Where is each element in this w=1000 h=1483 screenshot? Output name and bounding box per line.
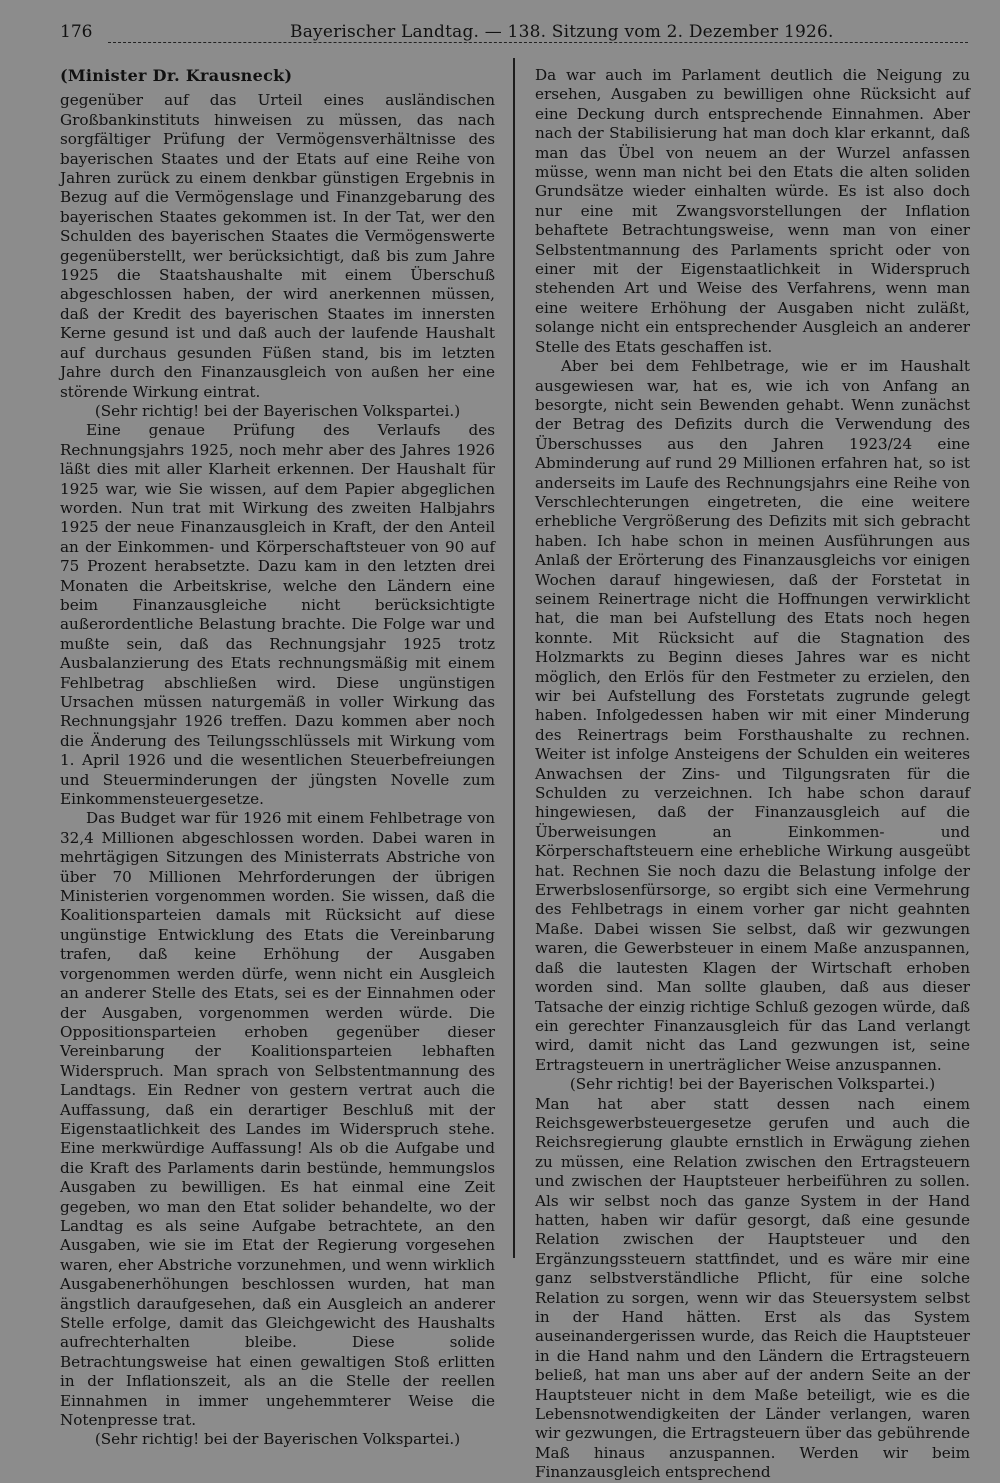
paragraph: Eine genaue Prüfung des Verlaufs des Rechnungsjahrs 1925, noch mehr aber des Jahres 1926 läßt dies mit aller Klarheit erkennen. Der Haushalt für 1925 war, wie Sie wissen, auf dem Papier abgeglichen worden. Nun trat mit Wirkung des zweiten Halbjahrs 1925 der neue Finanzausgleich in Kraft, der den Anteil an der Einkommen- und Körperschaftsteuer von 90 auf 75 Prozent herabsetzte. Dazu kam in den letzten drei Monaten die Arbeitskrise, welche den Ländern eine beim Finanzausgleiche nicht berücksichtigte außerordentliche Belastung brachte. Die Folge war und mußte sein, daß das Rechnungsjahr 1925 trotz Ausbalanzierung des Etats rechnungsmäßig mit einem Fehlbetrag abschließen wird. Diese ungünstigen Ursachen müssen naturgemäß in voller Wirkung das Rechnungsjahr 1926 treffen. Dazu kommen aber noch die Änderung des Teilungsschlüssels mit Wirkung vom 1. April 1926 und die wesentlichen Steuerbefreiungen und Steuerminderungen der jüngsten Novelle zum Einkommensteuergesetze.: [60, 421, 495, 809]
interjection: (Sehr richtig! bei der Bayerischen Volkspartei.): [94, 401, 461, 420]
column-divider: [513, 58, 515, 1258]
paragraph: Man hat aber statt dessen nach einem Reichsgewerbsteuergesetze gerufen und auch die Reichsregierung glaubte ernstlich in Erwägung ziehen zu müssen, eine Relation zwischen den Ertragsteuern und zwischen der Hauptsteuer herbeiführen zu sollen. Als wir selbst noch das ganze System in der Hand hatten, haben wir dafür gesorgt, daß eine gesunde Relation zwischen der Hauptsteuer und den Ergänzungssteuern stattfindet, und es wäre mir eine ganz selbstverständliche Pflicht, für eine solche Relation zu sorgen, wenn wir das Steuersystem selbst in der Hand hätten. Erst als das System auseinandergerissen wurde, das Reich die Hauptsteuer in die Hand nahm und den Ländern die Ertragsteuern beließ, hat man uns aber auf der andern Seite an der Hauptsteuer nicht in dem Maße beteiligt, wie es die Lebensnotwendigkeiten der Länder verlangen, waren wir gezwungen, die Ertragsteuern über das gebührende Maß hinaus anzuspannen. Werden wir beim Finanzausgleich entsprechend: [535, 1094, 970, 1482]
header-rule: [108, 42, 968, 43]
left-column: [60, 62, 495, 1450]
paragraph: Aber bei dem Fehlbetrage, wie er im Haushalt ausgewiesen war, hat es, wie ich von Anfang an besorgte, nicht sein Bewenden gehabt. Wenn zunächst der Betrag des Defizits durch die Verwendung des Überschusses aus den Jahren 1923/24 eine Abminderung auf rund 29 Millionen erfahren hat, so ist anderseits im Laufe des Rechnungsjahrs eine Reihe von Verschlechterungen eingetreten, die eine weitere erhebliche Vergrößerung des Defizits mit sich gebracht haben. Ich habe schon in meinen Ausführungen aus Anlaß der Erörterung des Finanzausgleichs vor einigen Wochen darauf hingewiesen, daß der Forstetat in seinem Reinertrage nicht die Hoffnungen verwirklicht hat, die man bei Aufstellung des Etats noch hegen konnte. Mit Rücksicht auf die Stagnation des Holzmarkts zu Beginn dieses Jahres war es nicht möglich, den Erlös für den Festmeter zu erzielen, den wir bei Aufstellung des Forstetats zugrunde gelegt haben. Infolgedessen haben wir mit einer Minderung des Reinertrags beim Forsthaushalte zu rechnen. Weiter ist infolge Ansteigens der Schulden ein weiteres Anwachsen der Zins- und Tilgungsraten für die Schulden zu verzeichnen. Ich habe schon darauf hingewiesen, daß der Finanzausgleich auf die Überweisungen an Einkommen- und Körperschaftsteuern eine erhebliche Wirkung ausgeübt hat. Rechnen Sie noch dazu die Belastung infolge der Erwerbslosenfürsorge, so ergibt sich eine Vermehrung des Fehlbetrags in einem vorher gar nicht geahnten Maße. Dabei wissen Sie selbst, daß wir gezwungen waren, die Gewerbsteuer in einem Maße anzuspannen, daß die lautesten Klagen der Wirtschaft erhoben worden sind. Man sollte glauben, daß aus dieser Tatsache der einzig richtige Schluß gezogen würde, daß ein gerechter Finanzausgleich für das Land verlangt wird, damit nicht das Land gezwungen ist, seine Ertragsteuern in unerträglicher Weise anzuspannen.: [535, 357, 970, 1074]
right-column: [535, 66, 970, 1483]
paragraph: gegenüber auf das Urteil eines ausländischen Großbankinstituts hinweisen zu müssen, das nach sorgfältiger Prüfung der Vermögensverhältnisse des bayerischen Staates und der Etats auf eine Reihe von Jahren zurück zu einem denkbar günstigen Ergebnis in Bezug auf die Vermögenslage und Finanzgebarung des bayerischen Staates gekommen ist. In der Tat, wer den Schulden des bayerischen Staates die Vermögenswerte gegenüberstellt, wer berücksichtigt, daß bis zum Jahre 1925 die Staatshaushalte mit einem Überschuß abgeschlossen haben, der wird anerkennen müssen, daß der Kredit des bayerischen Staates im innersten Kerne gesund ist und daß auch der laufende Haushalt auf durchaus gesunden Füßen stand, bis im letzten Jahre durch den Finanzausgleich von außen her eine störende Wirkung eintrat.: [60, 91, 495, 401]
running-title: Bayerischer Landtag. — 138. Sitzung vom 2. Dezember 1926.: [290, 22, 834, 42]
page-header: [58, 18, 968, 46]
interjection: (Sehr richtig! bei der Bayerischen Volkspartei.): [569, 1075, 936, 1094]
page-number: 176: [60, 22, 93, 42]
speaker-label: (Minister Dr. Krausneck): [60, 66, 293, 85]
interjection: (Sehr richtig! bei der Bayerischen Volkspartei.): [94, 1430, 461, 1449]
paragraph: Da war auch im Parlament deutlich die Neigung zu ersehen, Ausgaben zu bewilligen ohne Rücksicht auf eine Deckung durch entsprechende Einnahmen. Aber nach der Stabilisierung hat man doch klar erkannt, daß man das Übel von neuem an der Wurzel anfassen müsse, wenn man nicht bei den Etats die alten soliden Grundsätze wieder einhalten würde. Es ist also doch nur eine mit Zwangsvorstellungen der Inflation behaftete Betrachtungsweise, wenn man von einer Selbstentmannung des Parlaments spricht oder von einer mit der Eigenstaatlichkeit in Widerspruch stehenden Art und Weise des Verfahrens, wenn man eine weitere Erhöhung der Ausgaben nicht zuläßt, solange nicht ein entsprechender Ausgleich an anderer Stelle des Etats geschaffen ist.: [535, 66, 970, 356]
paragraph: Das Budget war für 1926 mit einem Fehlbetrage von 32,4 Millionen abgeschlossen worden. Dabei waren in mehrtägigen Sitzungen des Ministerrats Abstriche von über 70 Millionen Mehrforderungen der übrigen Ministerien vorgenommen worden. Sie wissen, daß die Koalitionsparteien damals mit Rücksicht auf diese ungünstige Entwicklung des Etats die Vereinbarung trafen, daß keine Erhöhung der Ausgaben vorgenommen werden dürfe, wenn nicht ein Ausgleich an anderer Stelle des Etats, sei es der Einnahmen oder der Ausgaben, vorgenommen werden würde. Die Oppositionsparteien erhoben gegenüber dieser Vereinbarung der Koalitionsparteien lebhaften Widerspruch. Man sprach von Selbstentmannung des Landtags. Ein Redner von gestern vertrat auch die Auffassung, daß ein derartiger Beschluß mit der Eigenstaatlichkeit des Landes im Widerspruch stehe. Eine merkwürdige Auffassung! Als ob die Aufgabe und die Kraft des Parlaments darin bestünde, hemmungslos Ausgaben zu bewilligen. Es hat einmal eine Zeit gegeben, wo man den Etat solider behandelte, wo der Landtag es als seine Aufgabe betrachtete, an den Ausgaben, wie sie im Etat der Regierung vorgesehen waren, eher Abstriche vorzunehmen, und wenn wirklich Ausgabenerhöhungen beschlossen wurden, hat man ängstlich daraufgesehen, daß ein Ausgleich an anderer Stelle erfolge, damit das Gleichgewicht des Haushalts aufrechterhalten bleibe. Diese solide Betrachtungsweise hat einen gewaltigen Stoß erlitten in der Inflationszeit, als an die Stelle der reellen Einnahmen in immer ungehemmterer Weise die Notenpresse trat.: [60, 809, 495, 1430]
